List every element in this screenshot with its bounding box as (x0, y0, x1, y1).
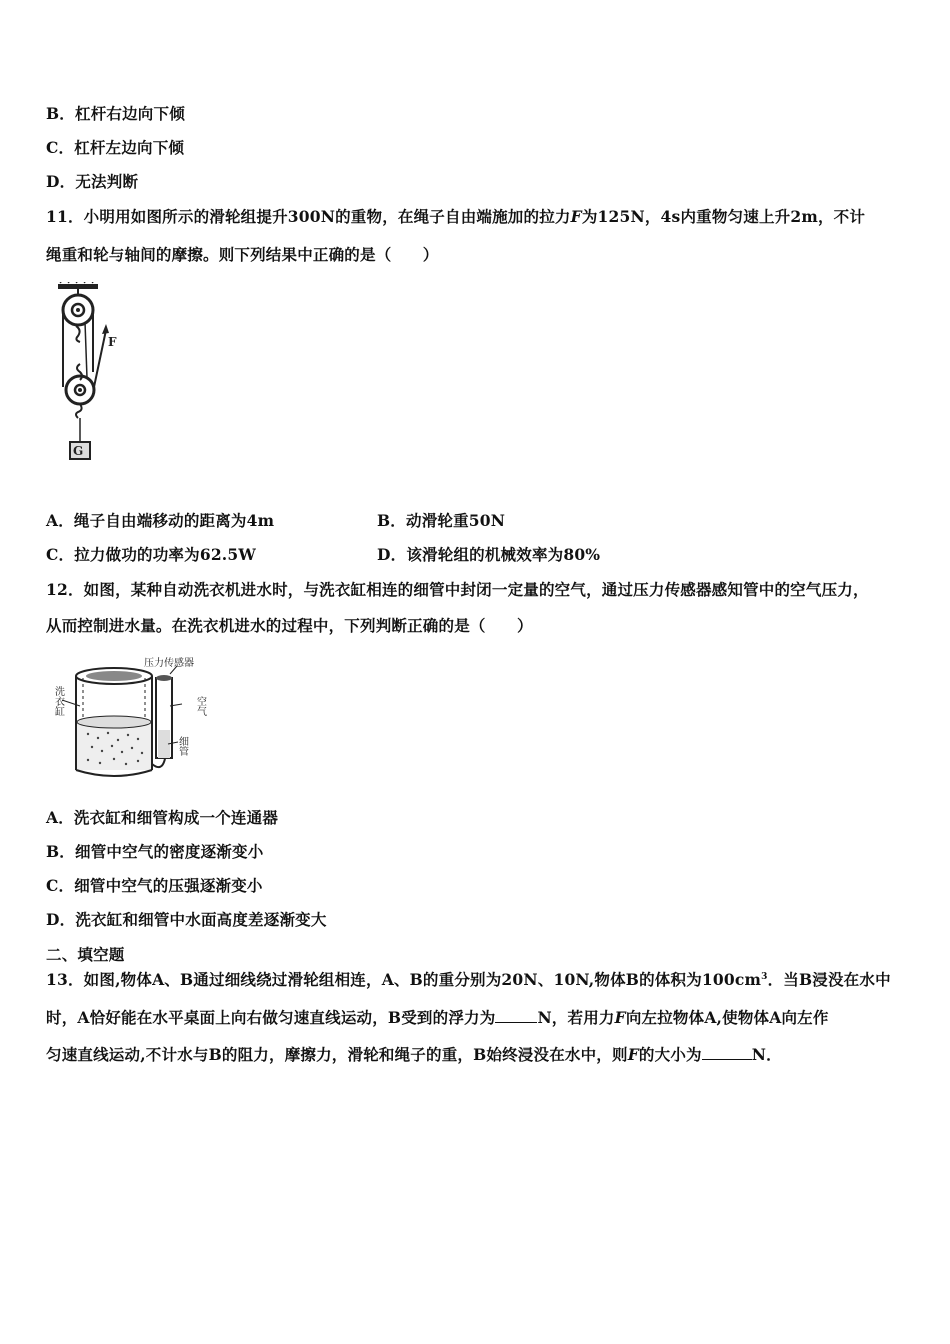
weight-label: G (73, 444, 84, 458)
sensor-label: 压力传感器 (144, 658, 194, 669)
q12-option-b: B．细管中空气的密度逐渐变小 (46, 842, 264, 861)
q10-option-b: B．杠杆右边向下倾 (46, 104, 185, 123)
air-label: 空气 (194, 696, 206, 716)
tube-label: 细管 (176, 736, 188, 756)
q10-option-c: C．杠杆左边向下倾 (46, 138, 185, 157)
section-title: 二、填空题 (46, 945, 125, 964)
q11-option-d: D．该滑轮组的机械效率为80% (377, 545, 601, 564)
q13-stem-line2: 时，A恰好能在水平桌面上向右做匀速直线运动，B受到的浮力为 N，若用力F向左拉物体A,使物体A向左作 (46, 1008, 829, 1027)
q11-stem-line2: 绳重和轮与轴间的摩擦。则下列结果中正确的是（ ） (46, 245, 439, 264)
force-arrow (102, 324, 109, 334)
tub-water (77, 722, 151, 770)
force-label: F (108, 335, 117, 349)
q11-option-c: C．拉力做功的功率为62.5W (46, 545, 256, 564)
force-symbol: F (570, 207, 582, 226)
answer-blank-2[interactable] (702, 1045, 752, 1060)
q11-stem-line1: 11．小明用如图所示的滑轮组提升300N的重物，在绳子自由端施加的拉力F为125N，4s内重物匀速上升2m，不计 (46, 207, 866, 226)
q13-stem-line1: 13．如图,物体A、B通过细线绕过滑轮组相连，A、B的重分别为20N、10N,物体B的体积为$100cm^3$．当B浸没在水中 (46, 970, 891, 989)
q12-stem-line2: 从而控制进水量。在洗衣机进水的过程中，下列判断正确的是（ ） (46, 616, 533, 635)
ceiling-hatch (60, 282, 96, 283)
q11-option-a: A．绳子自由端移动的距离为4m (46, 511, 275, 530)
q12-option-c: C．细管中空气的压强逐渐变小 (46, 876, 263, 895)
q12-stem-line1: 12．如图，某种自动洗衣机进水时，与洗衣缸相连的细管中封闭一定量的空气，通过压力传感器感知管中的空气压力， (46, 580, 869, 599)
q11-option-b: B．动滑轮重50N (377, 511, 506, 530)
q13-stem-line3: 匀速直线运动,不计水与B的阻力，摩擦力，滑轮和绳子的重，B始终浸没在水中，则F的大小为 N． (46, 1045, 782, 1064)
pressure-sensor (156, 675, 172, 681)
q12-option-d: D．洗衣缸和细管中水面高度差逐渐变大 (46, 910, 327, 929)
q10-option-d: D．无法判断 (46, 172, 139, 191)
pulley-system-figure (52, 282, 132, 467)
q12-option-a: A．洗衣缸和细管构成一个连通器 (46, 808, 279, 827)
answer-blank-1[interactable] (495, 1008, 537, 1023)
ceiling-beam (58, 284, 98, 289)
pull-rope (94, 330, 106, 387)
tub-label: 洗衣缸 (52, 686, 64, 716)
washing-machine-figure (52, 652, 217, 787)
